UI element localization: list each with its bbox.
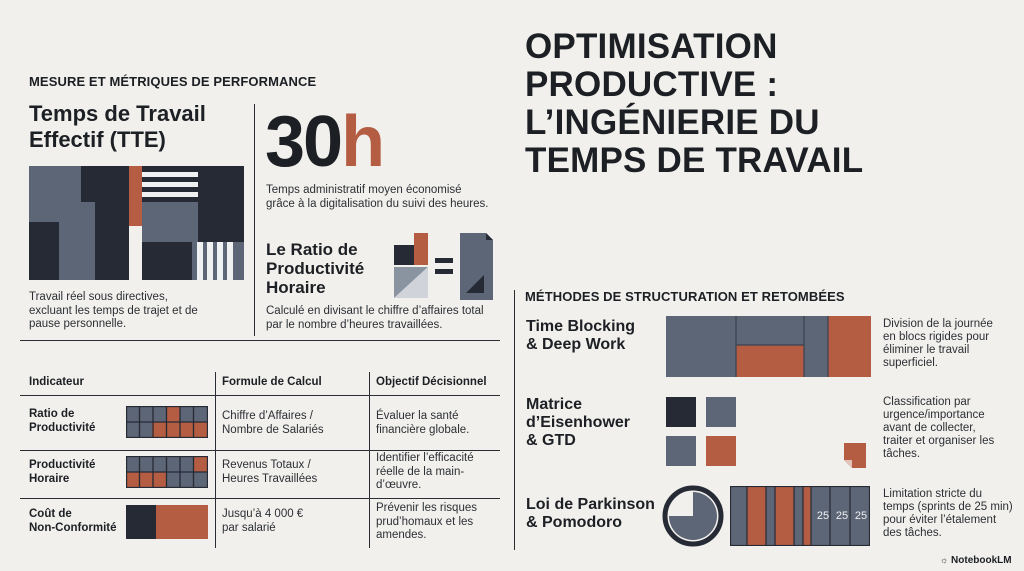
notebooklm-logo-icon: ☼: [940, 555, 949, 565]
table-row-rule: [20, 450, 500, 451]
column-divider: [254, 104, 255, 336]
table-row-1-objective: Évaluer la santé financière globale.: [376, 410, 470, 436]
ratio-title: Le Ratio de Productivité Horaire: [266, 240, 365, 297]
table-row-2-formula: Revenus Totaux / Heures Travaillées: [222, 459, 318, 485]
table-row-1-indicator: Ratio de Productivité: [29, 408, 96, 434]
method-pomodoro-label: Loi de Parkinson & Pomodoro: [526, 496, 655, 531]
table-header-objective: Objectif Décisionnel: [376, 376, 487, 388]
method-time-blocking-description: Division de la journée en blocs rigides pour éliminer le travail superficiel.: [883, 318, 993, 369]
non-compliance-cost-bar: [126, 505, 208, 539]
table-col-rule: [215, 372, 216, 548]
table-row-2-indicator: Productivité Horaire: [29, 459, 96, 485]
method-eisenhower-description: Classification par urgence/importance avant de collecter, traiter et organiser les tâches.: [883, 396, 995, 460]
eisenhower-matrix-illustration: [666, 397, 876, 469]
tte-title: Temps de Travail Effectif (TTE): [29, 101, 206, 152]
sprint-label: 25: [816, 510, 830, 522]
table-row-1-formula: Chiffre d’Affaires / Nombre de Salariés: [222, 410, 324, 436]
method-eisenhower-label: Matrice d’Eisenhower & GTD: [526, 396, 631, 449]
ratio-description: Calculé en divisant le chiffre d’affaires total par le nombre d’heures travaillées.: [266, 305, 484, 331]
timer-icon: [661, 484, 725, 548]
separator: [20, 340, 500, 341]
tte-block-illustration: [29, 166, 244, 280]
table-row-2-objective: Identifier l’efficacité réelle de la main- d’œuvre.: [376, 452, 474, 491]
table-row-3-objective: Prévenir les risques prud’homaux et les amendes.: [376, 502, 477, 541]
table-col-rule: [369, 372, 370, 548]
method-pomodoro-description: Limitation stricte du temps (sprints de 25 min) pour éviter l’étalement des tâches.: [883, 488, 1013, 539]
table-row-3-indicator: Coût de Non-Conformité: [29, 508, 117, 534]
productivity-ratio-grid: [126, 406, 208, 438]
table-header-rule: [20, 395, 500, 396]
stat-30h: 30h: [265, 102, 384, 182]
ratio-equation-icon: [394, 233, 499, 300]
table-header-formula: Formule de Calcul: [222, 376, 322, 388]
main-title: OPTIMISATION PRODUCTIVE : L’INGÉNIERIE DU TEMPS DE TRAVAIL: [525, 27, 864, 180]
sprint-label: 25: [835, 510, 849, 522]
section-divider: [514, 290, 515, 550]
notebooklm-watermark: ☼ NotebookLM: [940, 555, 1012, 566]
table-row-3-formula: Jusqu’à 4 000 € par salarié: [222, 508, 304, 534]
hourly-productivity-grid: [126, 456, 208, 488]
section-heading-methods: MÉTHODES DE STRUCTURATION ET RETOMBÉES: [525, 289, 845, 304]
tte-description: Travail réel sous directives, excluant les temps de trajet et de pause personnelle.: [29, 291, 198, 330]
stat-description: Temps administratif moyen économisé grâce à la digitalisation du suivi des heures.: [266, 184, 489, 210]
table-header-indicator: Indicateur: [29, 376, 84, 388]
time-blocking-illustration: [666, 316, 871, 377]
section-heading-metrics: MESURE ET MÉTRIQUES DE PERFORMANCE: [29, 74, 317, 89]
method-time-blocking-label: Time Blocking & Deep Work: [526, 318, 636, 353]
sprint-label: 25: [854, 510, 868, 522]
table-row-rule: [20, 498, 500, 499]
